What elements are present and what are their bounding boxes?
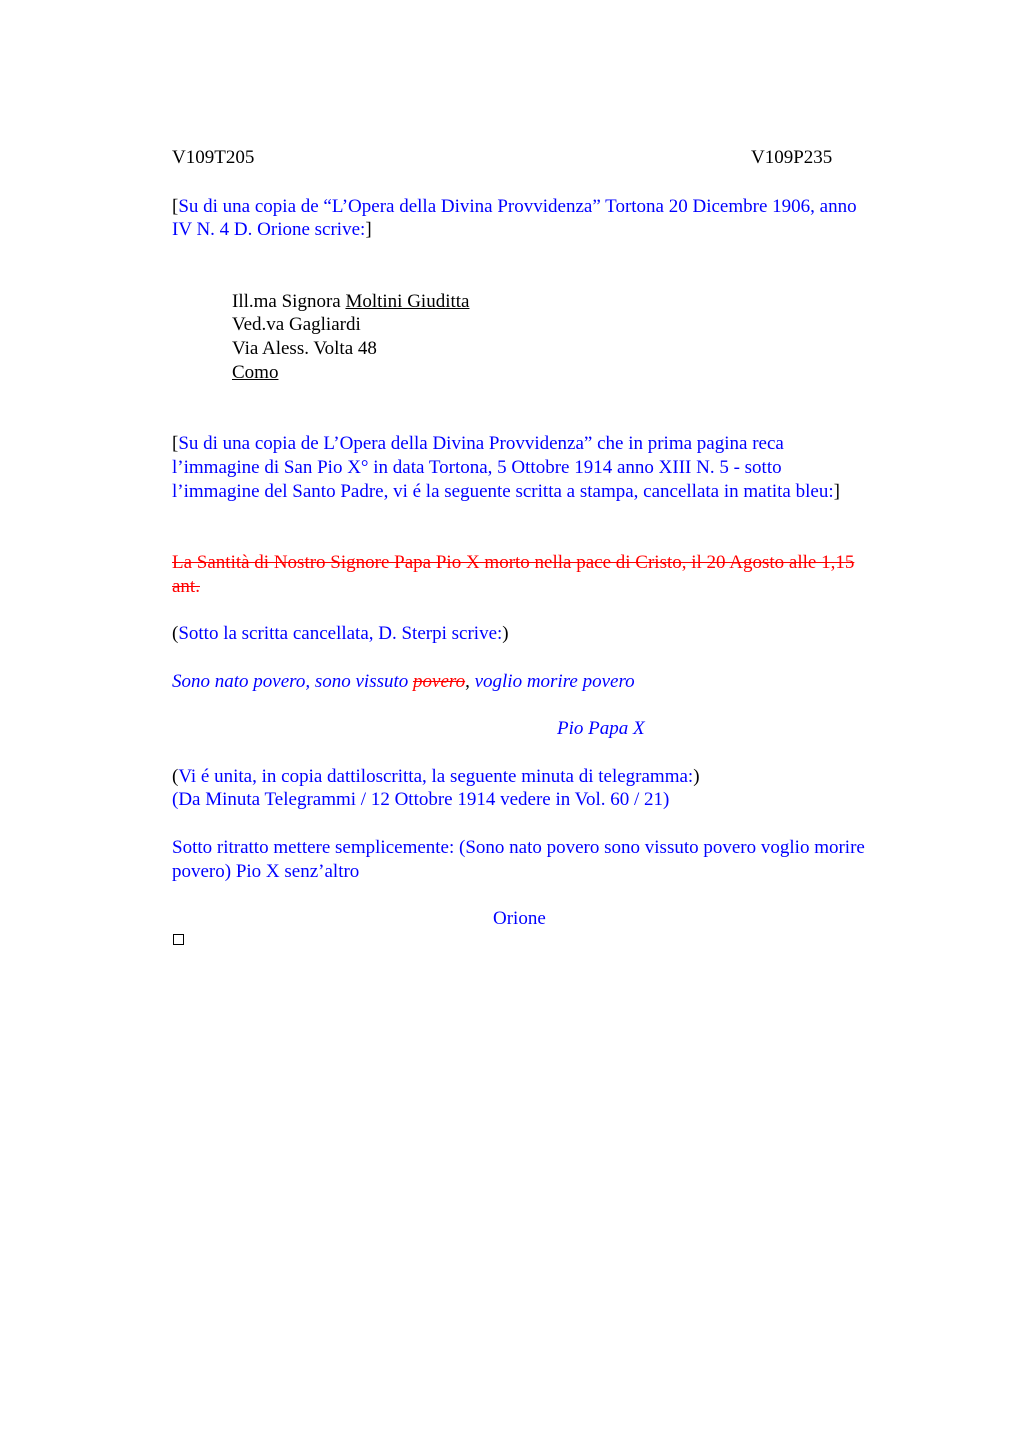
- note4-text: Vi é unita, in copia dattiloscritta, la seguente minuta di telegramma:: [178, 766, 694, 787]
- note1-line1: [172, 195, 857, 219]
- struck-line1: La Santità di Nostro Signore Papa Pio X morto nella pace di Cristo, il 20 Agosto alle 1,15: [172, 552, 855, 573]
- address-city: Como: [232, 362, 279, 383]
- telegram-line2: povero) Pio X senz’altro: [172, 861, 360, 882]
- note3-open-paren: (: [172, 623, 179, 644]
- quote-comma: ,: [465, 671, 470, 692]
- quote-part2: voglio morire povero: [469, 671, 635, 692]
- note2-line1: [172, 432, 784, 456]
- address-name: Moltini Giuditta: [345, 291, 470, 312]
- note2-line2: l’immagine di San Pio X° in data Tortona, 5 Ottobre 1914 anno XIII N. 5 - sotto: [172, 457, 782, 478]
- note4-line2: (Da Minuta Telegrammi / 12 Ottobre 1914 vedere in Vol. 60 / 21): [172, 789, 670, 810]
- address-line3: Via Aless. Volta 48: [232, 338, 377, 359]
- struck-line2: ant.: [172, 576, 200, 597]
- note1-text-line1: Su di una copia de “L’Opera della Divina Provvidenza” Tortona 20 Dicembre 1906, anno: [178, 196, 857, 217]
- address-line2: Ved.va Gagliardi: [232, 314, 361, 335]
- address-line1: [232, 290, 469, 314]
- note2-open-bracket: [: [172, 433, 179, 454]
- note1-open-bracket: [: [172, 196, 179, 217]
- note1-line2: [172, 218, 372, 242]
- note1-text-line2: IV N. 4 D. Orione scrive:: [172, 219, 366, 240]
- checkbox-square: [173, 934, 184, 945]
- telegram-line1: Sotto ritratto mettere semplicemente: (Sono nato povero sono vissuto povero voglio morire: [172, 837, 865, 858]
- note3-close-paren: ): [502, 623, 509, 644]
- note4-line1: [172, 765, 700, 789]
- note4-open-paren: (: [172, 766, 179, 787]
- quote-struck-word: povero: [413, 671, 466, 692]
- quote-signature: Pio Papa X: [557, 718, 645, 739]
- address-salutation: Ill.ma Signora: [232, 291, 346, 312]
- note2-text-line3: l’immagine del Santo Padre, vi é la seguente scritta a stampa, cancellata in matita bleu:: [172, 481, 834, 502]
- note3-text: Sotto la scritta cancellata, D. Sterpi scrive:: [178, 623, 503, 644]
- telegram-signature: Orione: [493, 908, 546, 929]
- note2-line3: [172, 480, 840, 504]
- note4-close-paren: ): [693, 766, 700, 787]
- right-code: V109P235: [751, 147, 833, 168]
- left-code: V109T205: [172, 147, 255, 168]
- quote-line: [172, 670, 635, 694]
- note1-close-bracket: ]: [365, 219, 372, 240]
- note2-close-bracket: ]: [833, 481, 840, 502]
- note3: [172, 622, 509, 646]
- note2-text-line1: Su di una copia de L’Opera della Divina Provvidenza” che in prima pagina reca: [178, 433, 784, 454]
- quote-part1: Sono nato povero, sono vissuto: [172, 671, 414, 692]
